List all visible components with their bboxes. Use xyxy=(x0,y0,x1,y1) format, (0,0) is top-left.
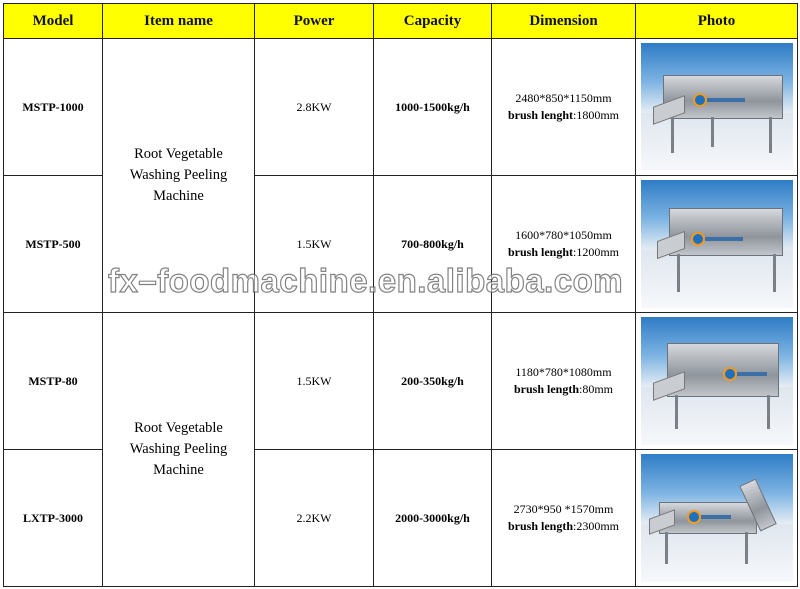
brush-length-value: :1800mm xyxy=(573,108,620,122)
table-row xyxy=(4,313,798,450)
power-cell: 2.2KW xyxy=(255,450,374,587)
brush-length-label: brush lenght xyxy=(507,245,573,259)
dimension-value: 2730*950 *1570mm xyxy=(513,502,614,516)
model-cell: LXTP-3000 xyxy=(4,450,103,587)
header-item-name: Item name xyxy=(103,4,255,39)
brush-length-value: :2300mm xyxy=(573,519,620,533)
header-capacity: Capacity xyxy=(374,4,492,39)
spec-table xyxy=(3,3,798,587)
root-vegetable-washing-machine-photo xyxy=(641,43,793,171)
power-cell: 2.8KW xyxy=(255,39,374,176)
capacity-cell: 2000-3000kg/h xyxy=(374,450,492,587)
photo-cell xyxy=(636,313,798,450)
model-cell: MSTP-1000 xyxy=(4,39,103,176)
photo-cell xyxy=(636,450,798,587)
dimension-cell xyxy=(492,450,636,587)
model-cell: MSTP-80 xyxy=(4,313,103,450)
root-vegetable-washing-machine-photo xyxy=(641,454,793,582)
capacity-cell: 1000-1500kg/h xyxy=(374,39,492,176)
watermark-text: fx–foodmachine.en.alibaba.com xyxy=(108,262,624,299)
header-photo: Photo xyxy=(636,4,798,39)
dimension-value: 1180*780*1080mm xyxy=(515,365,612,379)
brush-length-label: brush length xyxy=(513,382,579,396)
header-model: Model xyxy=(4,4,103,39)
dimension-value: 2480*850*1150mm xyxy=(515,91,612,105)
dimension-cell xyxy=(492,176,636,313)
dimension-cell xyxy=(492,39,636,176)
power-cell: 1.5KW xyxy=(255,313,374,450)
brush-length-label: brush length xyxy=(507,519,573,533)
header-power: Power xyxy=(255,4,374,39)
item-name-cell: Root Vegetable Washing Peeling Machine xyxy=(103,313,255,587)
header-dimension: Dimension xyxy=(492,4,636,39)
header-row xyxy=(4,4,798,39)
dimension-value: 1600*780*1050mm xyxy=(515,228,612,242)
item-name-cell: Root Vegetable Washing Peeling Machine xyxy=(103,39,255,313)
dimension-cell xyxy=(492,313,636,450)
brush-length-value: :1200mm xyxy=(573,245,620,259)
photo-cell xyxy=(636,176,798,313)
photo-cell xyxy=(636,39,798,176)
brush-length-value: :80mm xyxy=(579,382,614,396)
brush-length-label: brush lenght xyxy=(507,108,573,122)
root-vegetable-washing-machine-photo xyxy=(641,180,793,308)
root-vegetable-washing-machine-photo xyxy=(641,317,793,445)
capacity-cell: 200-350kg/h xyxy=(374,313,492,450)
power-cell: 1.5KW xyxy=(255,176,374,313)
model-cell: MSTP-500 xyxy=(4,176,103,313)
capacity-cell: 700-800kg/h xyxy=(374,176,492,313)
table-row xyxy=(4,39,798,176)
